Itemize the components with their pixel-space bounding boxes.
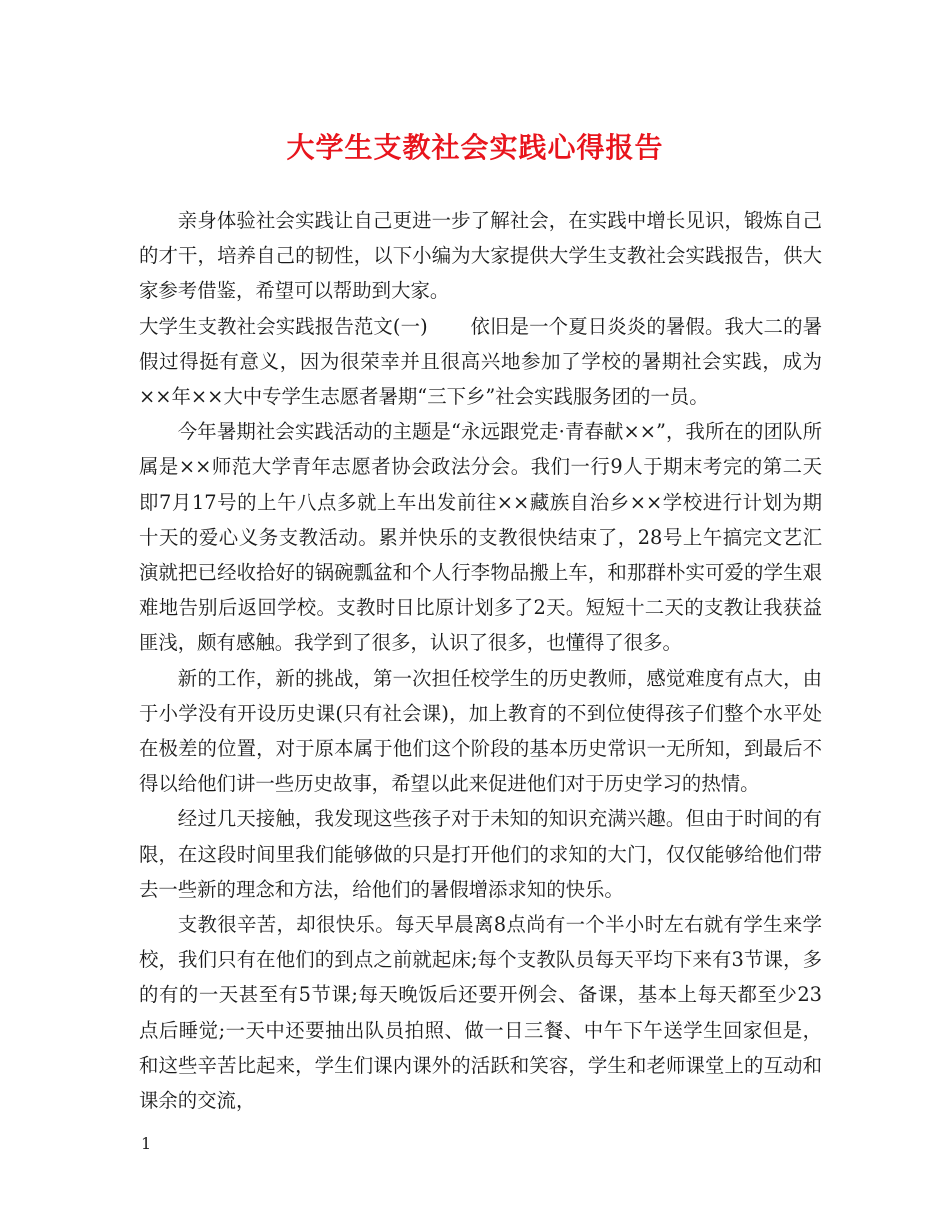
body-paragraph: 今年暑期社会实践活动的主题是“永远跟党走·青春献××”，我所在的团队所属是××师范大学青年志愿者协会政法分会。我们一行9人于期末考完的第二天即7月17号的上午八点多就上车出发前往××藏族自治乡××学校进行计划为期十天的爱心义务支教活动。累并快乐的支教很快结束了，28号上午搞完文艺汇演就把已经收拾好的锅碗瓢盆和个人行李物品搬上车，和那群朴实可爱的学生艰难地告别后返回学校。支教时日比原计划多了2天。短短十二天的支教让我获益匪浅，颇有感触。我学到了很多，认识了很多，也懂得了很多。	[139, 420, 822, 655]
intro-paragraph: 亲身体验社会实践让自己更进一步了解社会，在实践中增长见识，锻炼自己的才干，培养自己的韧性，以下小编为大家提供大学生支教社会实践报告，供大家参考借鉴，希望可以帮助到大家。	[139, 209, 822, 303]
body-paragraph: 支教很辛苦，却很快乐。每天早晨离8点尚有一个半小时左右就有学生来学校，我们只有在他们的到点之前就起床;每个支教队员每天平均下来有3节课，多的有的一天甚至有5节课;每天晚饭后还要开例会、备课，基本上每天都至少23点后睡觉;一天中还要抽出队员拍照、做一日三餐、中午下午送学生回家但是，和这些辛苦比起来，学生们课内课外的活跃和笑容，学生和老师课堂上的互动和课余的交流，	[139, 913, 822, 1113]
section-heading: 大学生支教社会实践报告范文(一)	[139, 314, 428, 338]
page-number: 1	[141, 1134, 152, 1153]
document-body	[139, 203, 822, 1118]
body-paragraph: 新的工作，新的挑战，第一次担任校学生的历史教师，感觉难度有点大，由于小学没有开设历史课(只有社会课)，加上教育的不到位使得孩子们整个水平处在极差的位置，对于原本属于他们这个阶段的基本历史常识一无所知，到最后不得以给他们讲一些历史故事，希望以此来促进他们对于历史学习的热情。	[139, 666, 822, 796]
document-title: 大学生支教社会实践心得报告	[286, 131, 664, 164]
body-paragraph: 经过几天接触，我发现这些孩子对于未知的知识充满兴趣。但由于时间的有限，在这段时间里我们能够做的只是打开他们的求知的大门，仅仅能够给他们带去一些新的理念和方法，给他们的暑假增添求知的快乐。	[139, 807, 822, 901]
section-heading-line	[139, 309, 822, 415]
section-first-paragraph: 依旧是一个夏日炎炎的暑假。我大二的暑假过得挺有意义，因为很荣幸并且很高兴地参加了学校的暑期社会实践，成为××年××大中专学生志愿者暑期“三下乡”社会实践服务团的一员。	[139, 314, 822, 409]
